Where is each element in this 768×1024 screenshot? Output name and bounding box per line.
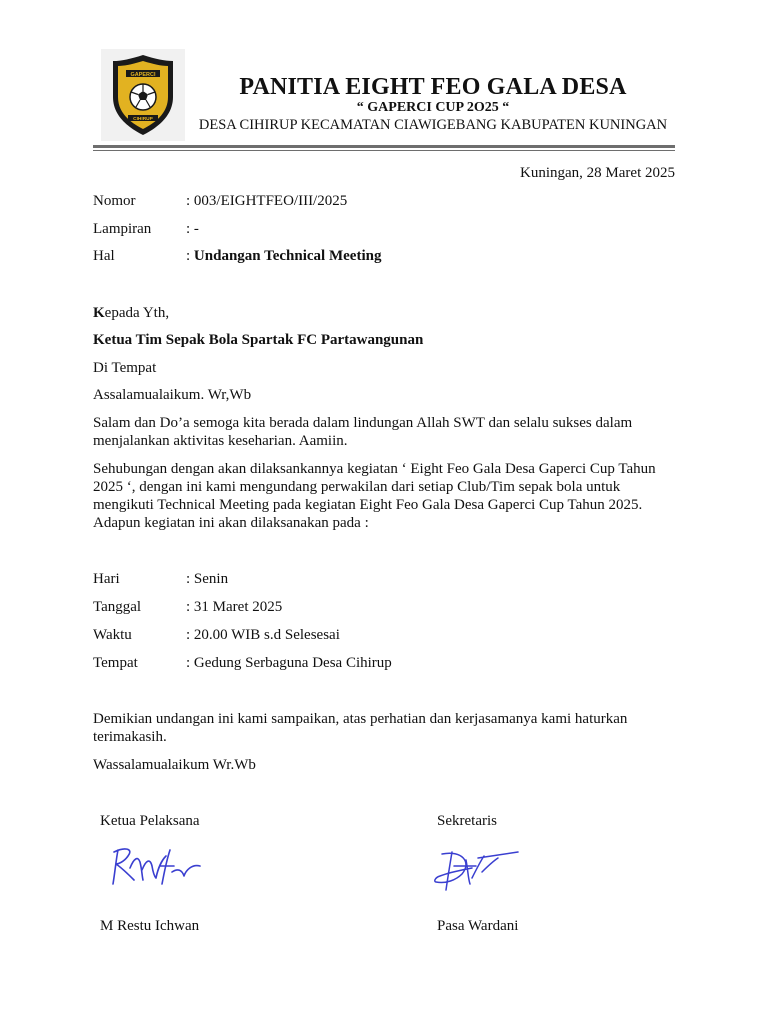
waktu-label: Waktu	[93, 627, 132, 643]
header-divider-thick	[93, 145, 675, 148]
body-paragraph-2: Sehubungan dengan akan dilaksankannya kegiatan ‘ Eight Feo Gala Desa Gaperci Cup Tahun 2025 ‘, dengan ini kami mengundang perwakilan dari setiap Club/Tim sepak bola untuk mengikuti Technical Meeting pada kegiatan Eight Feo Gala Desa Gaperci Cup Tahun 2025. Adapun kegiatan ini akan dilaksanakan pada :	[93, 461, 656, 531]
opening-greeting: Assalamualaikum. Wr,Wb	[93, 387, 252, 403]
nomor-value: : 003/EIGHTFEO/III/2025	[186, 193, 348, 209]
closing-paragraph: Demikian undangan ini kami sampaikan, atas perhatian dan kerjasamanya kami haturkan terimakasih.	[93, 711, 628, 745]
recipient-name: Ketua Tim Sepak Bola Spartak FC Partawangunan	[93, 332, 424, 348]
letter-date: Kuningan, 28 Maret 2025	[520, 165, 675, 181]
hal-colon: :	[186, 248, 194, 264]
tempat-label: Tempat	[93, 655, 138, 671]
letterhead-title: PANITIA EIGHT FEO GALA DESA	[239, 74, 627, 100]
waktu-value: : 20.00 WIB s.d Selesesai	[186, 627, 340, 643]
hal-label: Hal	[93, 248, 115, 264]
recipient-place: Di Tempat	[93, 360, 157, 376]
tanggal-label: Tanggal	[93, 599, 142, 615]
kepada-rest: epada Yth,	[104, 305, 170, 321]
logo-text-bottom: CIHIRUP	[133, 117, 153, 122]
hari-value: : Senin	[186, 571, 229, 587]
right-signatory-role: Sekretaris	[437, 813, 497, 829]
nomor-label: Nomor	[93, 193, 136, 209]
lampiran-label: Lampiran	[93, 221, 152, 237]
hal-value-line	[186, 247, 381, 265]
kepada-line	[93, 304, 169, 322]
left-signatory-role: Ketua Pelaksana	[100, 813, 200, 829]
header-divider-thin	[93, 150, 675, 151]
lampiran-value: : -	[186, 221, 199, 237]
right-signature-image	[432, 848, 524, 892]
hari-label: Hari	[93, 571, 120, 587]
body-paragraph-1: Salam dan Do’a semoga kita berada dalam lindungan Allah SWT dan selalu sukses dalam menjalankan aktivitas keseharian. Aamiin.	[93, 415, 633, 449]
letterhead-subtitle: “ GAPERCI CUP 2O25 “	[356, 100, 510, 115]
hal-value: Undangan Technical Meeting	[193, 248, 382, 264]
closing-salam: Wassalamualaikum Wr.Wb	[93, 757, 256, 773]
letterhead-address: DESA CIHIRUP KECAMATAN CIAWIGEBANG KABUPATEN KUNINGAN	[198, 117, 668, 133]
kepada-initial: K	[93, 305, 105, 321]
left-signatory-name: M Restu Ichwan	[100, 918, 200, 934]
tanggal-value: : 31 Maret 2025	[186, 599, 283, 615]
tempat-value: : Gedung Serbaguna Desa Cihirup	[186, 655, 392, 671]
logo-text-top: GAPERCI	[130, 72, 156, 78]
right-signatory-name: Pasa Wardani	[437, 918, 519, 934]
left-signature-image	[112, 846, 204, 888]
